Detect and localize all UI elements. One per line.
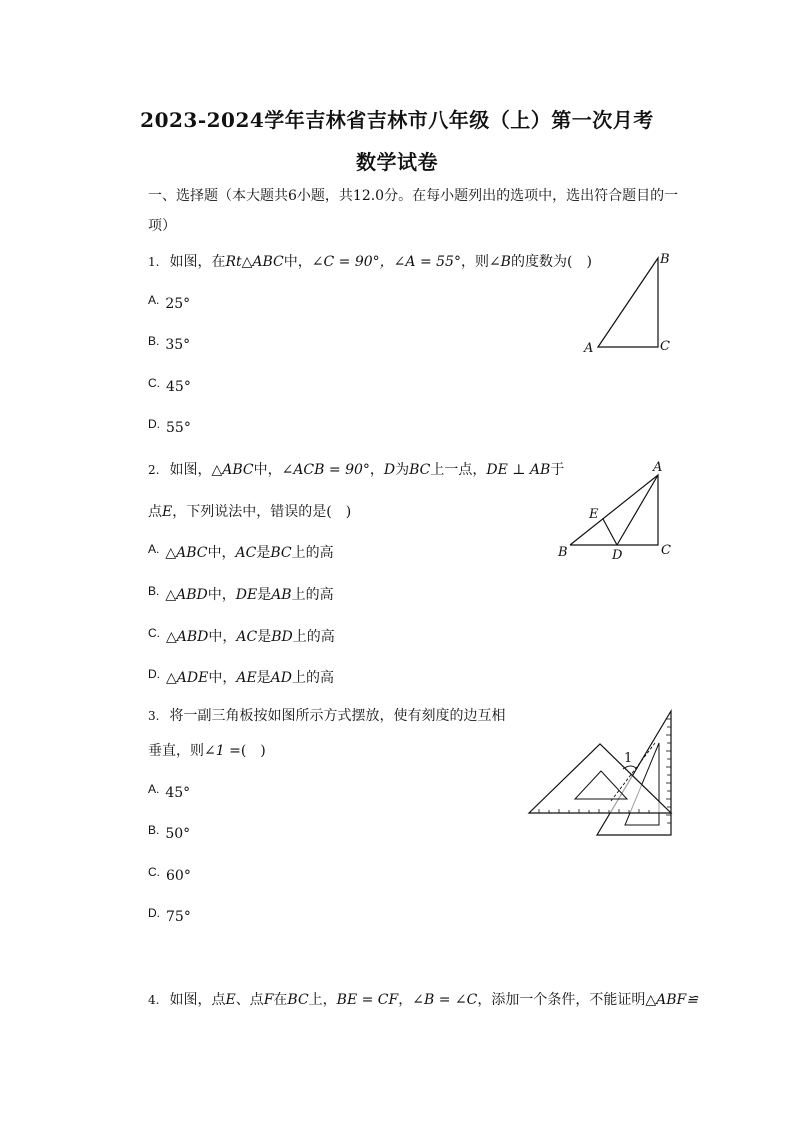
q1-option-d[interactable]: [148, 417, 191, 436]
label-b: B: [558, 545, 568, 560]
question-2-stem-line2: [148, 502, 351, 522]
option-value: 25°: [165, 296, 191, 312]
q4-math: BC: [287, 992, 309, 1008]
q1-option-c[interactable]: [148, 376, 191, 395]
option-letter: C.: [148, 626, 160, 640]
question-1-stem: [148, 252, 592, 272]
option-text: 是: [256, 670, 271, 686]
question-number: 2.: [148, 463, 160, 477]
q4-text: 、点: [235, 992, 264, 1008]
option-text: 上的高: [291, 545, 334, 561]
label-d: D: [612, 548, 623, 563]
q2-option-d[interactable]: [148, 667, 334, 687]
exam-title: 2023-2024学年吉林省吉林市八年级（上）第一次月考: [140, 108, 654, 132]
option-letter: A.: [148, 293, 160, 307]
label-a: A: [584, 341, 594, 356]
q3-option-d[interactable]: [148, 906, 191, 925]
option-text: 中，: [207, 587, 236, 603]
q2-text: ，: [369, 462, 384, 478]
q1-text: ，则: [460, 254, 489, 270]
q2-option-b[interactable]: [148, 584, 334, 604]
option-letter: D.: [148, 417, 160, 431]
question-number: 4.: [148, 993, 160, 1007]
option-text: 中，: [208, 629, 237, 645]
option-value: 45°: [165, 785, 191, 801]
q4-math: ∠B = ∠C: [412, 992, 478, 1008]
option-math: AE: [236, 670, 257, 686]
option-math: △ADE: [166, 670, 209, 686]
q2-math: E: [162, 504, 173, 520]
option-text: 上的高: [292, 670, 335, 686]
q2-math: DE ⊥ AB: [486, 462, 551, 478]
q3-set-squares-figure: [525, 705, 680, 840]
option-text: 上的高: [292, 629, 335, 645]
q1-text: 中，: [283, 254, 312, 270]
option-letter: C.: [148, 376, 160, 390]
option-letter: A.: [148, 542, 160, 556]
option-text: 中，: [208, 670, 237, 686]
option-letter: D.: [148, 906, 160, 920]
q2-text: 如图，: [169, 462, 212, 478]
q1-option-b[interactable]: [148, 334, 191, 353]
question-3-stem: [148, 706, 505, 726]
q1-math: Rt△ABC: [225, 254, 284, 270]
q2-option-c[interactable]: [148, 626, 335, 646]
question-4-stem: [148, 990, 698, 1010]
option-letter: B.: [148, 823, 160, 837]
q1-math: ∠B: [488, 254, 511, 270]
option-value: 60°: [166, 868, 191, 884]
q2-math: △ABC: [211, 462, 254, 478]
option-math: BD: [271, 629, 293, 645]
option-letter: B.: [148, 334, 160, 348]
option-math: △ABC: [165, 545, 208, 561]
q4-text: 上，: [308, 992, 337, 1008]
q2-text: 上一点，: [430, 462, 487, 478]
q4-math: BE = CF: [336, 992, 399, 1008]
option-math: △ABD: [165, 587, 208, 603]
question-2-stem: [148, 460, 564, 480]
q3-text: 将一副三角板按如图所示方式摆放，使有刻度的边互相: [169, 708, 506, 724]
option-letter: A.: [148, 782, 160, 796]
q3-text: 垂直，则: [148, 743, 204, 759]
q2-math: BC: [409, 462, 431, 478]
exam-subtitle: 数学试卷: [356, 150, 438, 174]
q2-text: 中，: [253, 462, 282, 478]
label-c: C: [661, 543, 671, 558]
section-heading: 一、选择题（本大题共6小题，共12.0分。在每小题列出的选项中，选出符合题目的一项）: [148, 188, 679, 234]
q1-triangle-figure: [580, 248, 680, 358]
q4-math: E: [225, 992, 236, 1008]
option-text: 中，: [207, 545, 236, 561]
option-math: AB: [271, 587, 292, 603]
angle-1-label: 1: [624, 751, 633, 766]
option-value: 75°: [166, 909, 191, 925]
option-math: AC: [236, 629, 258, 645]
option-text: 上的高: [291, 587, 334, 603]
q1-text: 的度数为( ): [510, 254, 592, 270]
label-a: A: [653, 460, 663, 475]
q3-option-b[interactable]: [148, 823, 191, 842]
option-text: 是: [257, 629, 272, 645]
q4-text: 在: [273, 992, 288, 1008]
q2-triangle-figure: [555, 455, 685, 565]
q2-text: 点: [148, 504, 162, 520]
q3-option-c[interactable]: [148, 865, 191, 884]
q3-math: ∠1 =: [204, 743, 241, 759]
option-letter: C.: [148, 865, 160, 879]
question-number: 3.: [148, 709, 160, 723]
option-math: △ABD: [166, 629, 209, 645]
option-value: 45°: [166, 379, 191, 395]
q1-option-a[interactable]: [148, 293, 191, 312]
option-text: 是: [257, 587, 272, 603]
q1-math: ∠C = 90°，∠A = 55°: [311, 254, 461, 270]
q3-text: ( ): [240, 743, 266, 759]
label-b: B: [660, 252, 670, 267]
option-letter: B.: [148, 584, 160, 598]
option-value: 35°: [165, 337, 191, 353]
option-math: AD: [270, 670, 293, 686]
option-math: DE: [235, 587, 258, 603]
option-letter: D.: [148, 667, 160, 681]
question-number: 1.: [148, 255, 160, 269]
label-c: C: [660, 339, 670, 354]
option-math: BC: [270, 545, 292, 561]
q4-text: 如图，点: [169, 992, 226, 1008]
q2-text: ，下列说法中，错误的是( ): [172, 504, 352, 520]
option-value: 55°: [166, 420, 191, 436]
q4-text: ，: [398, 992, 413, 1008]
q4-math: △ABF≌: [645, 992, 698, 1008]
q1-text: 如图，在: [169, 254, 226, 270]
q2-option-a[interactable]: [148, 542, 334, 562]
option-math: AC: [235, 545, 257, 561]
option-value: 50°: [165, 826, 191, 842]
question-3-stem-line2: [148, 741, 266, 761]
option-text: 是: [256, 545, 271, 561]
q4-math: F: [263, 992, 274, 1008]
q4-text: ，添加一个条件，不能证明: [477, 992, 646, 1008]
q2-math: ∠ACB = 90°: [281, 462, 370, 478]
q3-option-a[interactable]: [148, 782, 191, 801]
q2-math: D: [383, 462, 396, 478]
label-e: E: [589, 507, 599, 522]
q2-text: 于: [550, 462, 565, 478]
q2-text: 为: [395, 462, 410, 478]
